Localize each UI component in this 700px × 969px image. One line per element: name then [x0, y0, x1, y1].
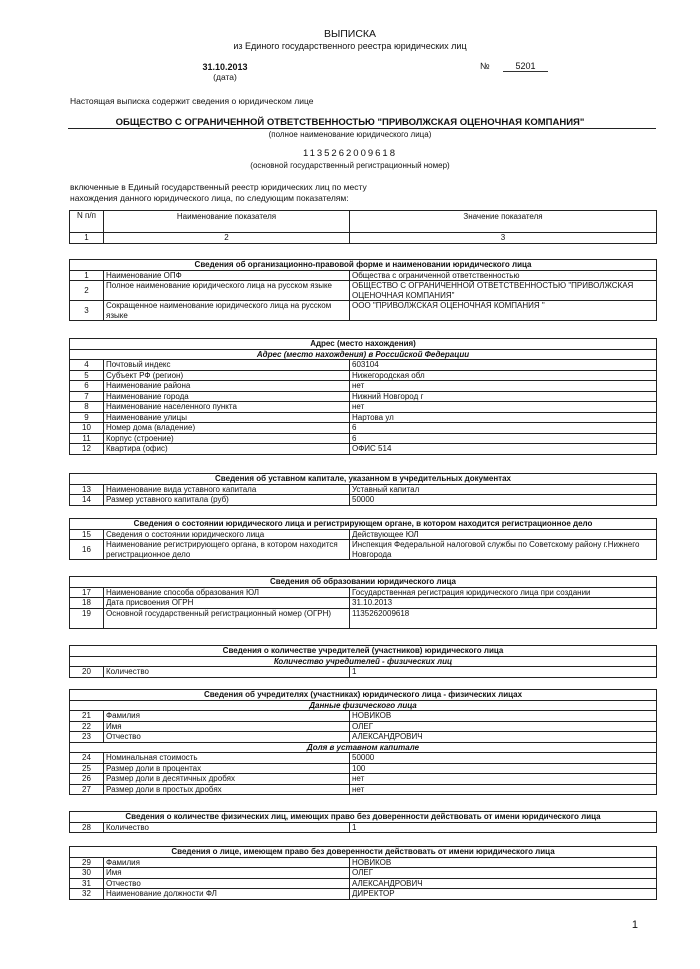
row-value: 1	[350, 667, 657, 678]
section-title: Сведения об организационно-правовой форме и наименовании юридического лица	[70, 260, 657, 271]
section-subtitle: Данные физического лица	[70, 700, 657, 711]
section-title: Сведения об учредителях (участниках) юридического лица - физических лицах	[70, 690, 657, 701]
document-number: 5201	[503, 61, 548, 72]
row-label: Номер дома (владение)	[104, 423, 350, 434]
row-number: 15	[70, 529, 104, 540]
row-label: Квартира (офис)	[104, 444, 350, 455]
row-number: 22	[70, 721, 104, 732]
row-value: Нижегородская обл	[350, 370, 657, 381]
row-value: НОВИКОВ	[350, 857, 657, 868]
row-value: 6	[350, 433, 657, 444]
row-label: Полное наименование юридического лица на русском языке	[104, 281, 350, 301]
row-label: Наименование населенного пункта	[104, 402, 350, 413]
row-value: 6	[350, 423, 657, 434]
row-number: 2	[70, 281, 104, 301]
row-number: 14	[70, 495, 104, 506]
column-value-header: Значение показателя	[350, 211, 657, 233]
section-address	[69, 338, 657, 455]
row-value: ОБЩЕСТВО С ОГРАНИЧЕННОЙ ОТВЕТСТВЕННОСТЬЮ "ПРИВОЛЖСКАЯ ОЦЕНОЧНАЯ КОМПАНИЯ"	[350, 281, 657, 301]
row-number: 16	[70, 540, 104, 560]
row-number: 8	[70, 402, 104, 413]
row-number: 17	[70, 587, 104, 598]
row-value: Действующее ЮЛ	[350, 529, 657, 540]
row-number: 27	[70, 784, 104, 795]
organization-name: ОБЩЕСТВО С ОГРАНИЧЕННОЙ ОТВЕТСТВЕННОСТЬЮ "ПРИВОЛЖСКАЯ ОЦЕНОЧНАЯ КОМПАНИЯ"	[115, 117, 585, 128]
row-value: 100	[350, 763, 657, 774]
column-index-1: 1	[70, 233, 104, 244]
row-number: 24	[70, 753, 104, 764]
row-number: 11	[70, 433, 104, 444]
row-number: 26	[70, 774, 104, 785]
section-title: Сведения о состоянии юридического лица и регистрирующем органе, в котором находится регистрационное дело	[70, 519, 657, 530]
row-value: Нартова ул	[350, 412, 657, 423]
org-underline	[68, 128, 656, 129]
row-label: Фамилия	[104, 711, 350, 722]
section-authorized-count	[69, 811, 657, 833]
row-number: 31	[70, 878, 104, 889]
column-index-3: 3	[350, 233, 657, 244]
section-subtitle: Адрес (место нахождения) в Российской Федерации	[70, 349, 657, 360]
section-legal-form	[69, 259, 657, 321]
row-number: 12	[70, 444, 104, 455]
row-label: Наименование должности ФЛ	[104, 889, 350, 900]
row-label: Сокращенное наименование юридического лица на русском языке	[104, 301, 350, 321]
row-number: 9	[70, 412, 104, 423]
row-label: Наименование города	[104, 391, 350, 402]
section-subtitle-share: Доля в уставном капитале	[70, 742, 657, 753]
row-label: Размер доли в простых дробях	[104, 784, 350, 795]
section-title: Адрес (место нахождения)	[70, 339, 657, 350]
columns-header-table	[69, 210, 657, 244]
org-caption: (полное наименование юридического лица)	[268, 130, 432, 139]
section-capital	[69, 473, 657, 506]
section-title: Сведения о количестве физических лиц, имеющих право без доверенности действовать от имени юридического лица	[70, 812, 657, 823]
section-subtitle: Количество учредителей - физических лиц	[70, 656, 657, 667]
row-label: Сведения о состоянии юридического лица	[104, 529, 350, 540]
row-label: Корпус (строение)	[104, 433, 350, 444]
row-value: НОВИКОВ	[350, 711, 657, 722]
row-label: Имя	[104, 721, 350, 732]
ogrn-number: 1135262009618	[303, 148, 397, 159]
document-subtitle: из Единого государственного реестра юридических лиц	[233, 41, 467, 51]
row-label: Размер уставного капитала (руб)	[104, 495, 350, 506]
paragraph-line-2: нахождения данного юридического лица, по следующим показателям:	[70, 193, 349, 203]
row-value: Государственная регистрация юридического лица при создании	[350, 587, 657, 598]
row-label: Наименование вида уставного капитала	[104, 484, 350, 495]
row-value: Общества с ограниченной ответственностью	[350, 270, 657, 281]
row-label: Имя	[104, 868, 350, 879]
row-number: 13	[70, 484, 104, 495]
section-status	[69, 518, 657, 560]
section-founders	[69, 689, 657, 795]
row-value: Уставный капитал	[350, 484, 657, 495]
section-title: Сведения о лице, имеющем право без доверенности действовать от имени юридического лица	[70, 847, 657, 858]
row-value: 1135262009618	[350, 608, 657, 628]
row-value: 50000	[350, 495, 657, 506]
section-founders-count	[69, 645, 657, 678]
column-name-header: Наименование показателя	[104, 211, 350, 233]
row-value: нет	[350, 774, 657, 785]
row-value: ОЛЕГ	[350, 868, 657, 879]
row-number: 18	[70, 598, 104, 609]
date-caption: (дата)	[213, 72, 237, 82]
section-formation	[69, 576, 657, 629]
row-label: Основной государственный регистрационный номер (ОГРН)	[104, 608, 350, 628]
row-number: 19	[70, 608, 104, 628]
section-authorized-person	[69, 846, 657, 900]
column-index-2: 2	[104, 233, 350, 244]
row-value: АЛЕКСАНДРОВИЧ	[350, 878, 657, 889]
row-value: ООО "ПРИВОЛЖСКАЯ ОЦЕНОЧНАЯ КОМПАНИЯ "	[350, 301, 657, 321]
page-number: 1	[631, 919, 638, 931]
row-label: Почтовый индекс	[104, 360, 350, 371]
row-number: 7	[70, 391, 104, 402]
row-label: Наименование района	[104, 381, 350, 392]
row-value: ОФИС 514	[350, 444, 657, 455]
ogrn-caption: (основной государственный регистрационный номер)	[250, 161, 450, 170]
document-title: ВЫПИСКА	[323, 28, 377, 40]
row-label: Размер доли в десятичных дробях	[104, 774, 350, 785]
row-label: Отчество	[104, 732, 350, 743]
row-label: Наименование способа образования ЮЛ	[104, 587, 350, 598]
row-label: Номинальная стоимость	[104, 753, 350, 764]
row-label: Субъект РФ (регион)	[104, 370, 350, 381]
row-value: 50000	[350, 753, 657, 764]
row-label: Количество	[104, 667, 350, 678]
section-title: Сведения о количестве учредителей (участников) юридического лица	[70, 646, 657, 657]
row-number: 4	[70, 360, 104, 371]
row-label: Количество	[104, 822, 350, 833]
row-label: Фамилия	[104, 857, 350, 868]
row-number: 6	[70, 381, 104, 392]
section-title: Сведения об уставном капитале, указанном в учредительных документах	[70, 474, 657, 485]
section-title: Сведения об образовании юридического лица	[70, 577, 657, 588]
row-number: 21	[70, 711, 104, 722]
column-num-header: N п/п	[70, 211, 104, 233]
intro-text: Настоящая выписка содержит сведения о юридическом лице	[70, 96, 314, 106]
number-label: №	[480, 61, 490, 71]
row-value: нет	[350, 784, 657, 795]
row-number: 29	[70, 857, 104, 868]
row-number: 28	[70, 822, 104, 833]
row-label: Дата присвоения ОГРН	[104, 598, 350, 609]
row-value: нет	[350, 402, 657, 413]
row-value: Инспекция Федеральной налоговой службы по Советскому району г.Нижнего Новгорода	[350, 540, 657, 560]
row-value: АЛЕКСАНДРОВИЧ	[350, 732, 657, 743]
row-value: ДИРЕКТОР	[350, 889, 657, 900]
row-number: 20	[70, 667, 104, 678]
row-number: 30	[70, 868, 104, 879]
row-number: 1	[70, 270, 104, 281]
row-value: ОЛЕГ	[350, 721, 657, 732]
row-value: 31.10.2013	[350, 598, 657, 609]
row-number: 10	[70, 423, 104, 434]
row-label: Наименование улицы	[104, 412, 350, 423]
row-number: 25	[70, 763, 104, 774]
row-label: Наименование регистрирующего органа, в котором находится регистрационное дело	[104, 540, 350, 560]
row-value: 1	[350, 822, 657, 833]
issue-date: 31.10.2013	[202, 62, 248, 72]
paragraph-line-1: включенные в Единый государственный реестр юридических лиц по месту	[70, 182, 367, 192]
row-number: 3	[70, 301, 104, 321]
row-number: 23	[70, 732, 104, 743]
row-label: Размер доли в процентах	[104, 763, 350, 774]
row-value: нет	[350, 381, 657, 392]
row-number: 5	[70, 370, 104, 381]
row-label: Отчество	[104, 878, 350, 889]
row-value: Нижний Новгород г	[350, 391, 657, 402]
row-value: 603104	[350, 360, 657, 371]
row-number: 32	[70, 889, 104, 900]
row-label: Наименование ОПФ	[104, 270, 350, 281]
